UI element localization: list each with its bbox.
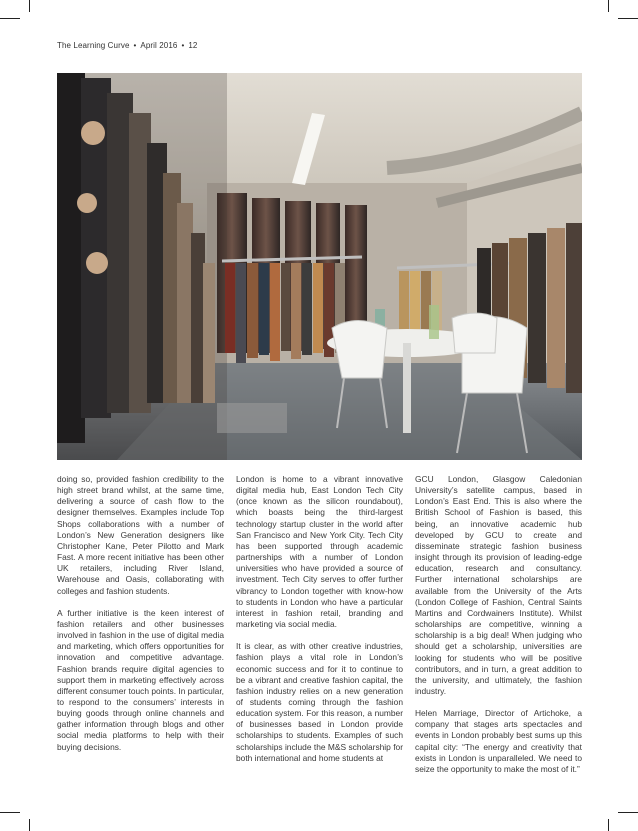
running-header <box>57 41 197 50</box>
paragraph: A further initiative is the keen interest of fashion retailers and other businesses involved in fashion in the use of digital media and marketing, which offers opportunities for innovation and competitive advantage. Fashion brands require digital agencies to support them in marketing effectively across different consumer touch points. In particular, to respond to the consumers’ interests in buying goods through online channels and gather information through blogs and other social media platforms to help with their buying decisions. <box>57 607 224 752</box>
header-separator: • <box>181 41 185 50</box>
crop-mark <box>29 819 30 831</box>
text-column-1 <box>57 474 224 764</box>
crop-mark <box>0 18 20 19</box>
text-column-3 <box>415 474 582 786</box>
paragraph: doing so, provided fashion credibility to the high street brand whilst, at the same time, delivering a source of cash flow to the designer themselves. Examples include Top Shops collaborations with a number of London’s New Generation designers like Christopher Kane, Peter Pilotto and Mark Fast. A more recent initiative has been other UK retailers, including River Island, Warehouse and Oasis, collaborating with colleges and fashion students. <box>57 474 224 596</box>
paragraph: GCU London, Glasgow Caledonian University’s satellite campus, based in London’s East End. This is also where the British School of Fashion is based, this being, an innovative academic hub developed by GCU to create and disseminate strategic fashion business insight through its provision of leading-edge education, research and consultancy. Further international scholarships are available from the University of the Arts (London College of Fashion, Central Saints Martins and Cordwainers Institute). Whilst scholarships are competitive, winning a scholarship is a big deal! When judging who should get a scholarship, universities are looking for students who will be positive contributors, and in turn, a great addition to the university, and ultimately, the fashion industry. <box>415 474 582 696</box>
crop-mark <box>608 819 609 831</box>
paragraph: It is clear, as with other creative industries, fashion plays a vital role in London’s economic success and for it to continue to be a vibrant and creative fashion capital, the fashion industry relies on a new generation of students coming through the fashion education system. For this reason, a number of businesses based in London provide scholarships to students. Examples of such scholarships include the M&S scholarship for both international and home students at <box>236 641 403 763</box>
feature-photo <box>57 73 582 460</box>
issue-date: April 2016 <box>140 41 178 50</box>
crop-mark <box>618 18 638 19</box>
crop-mark <box>608 0 609 12</box>
page-number: 12 <box>188 41 198 50</box>
crop-mark <box>0 812 20 813</box>
publication-name: The Learning Curve <box>57 41 130 50</box>
paragraph: London is home to a vibrant innovative digital media hub, East London Tech City (once known as the silicon roundabout), which boasts being the third-largest technology startup cluster in the world after San Francisco and New York City. Tech City has been supported through academic partnerships with a number of London universities who have provided a source of investment. Tech City serves to offer further vibrancy to London together with know-how to students in London who have a particular interest in fashion retail, branding and marketing via social media. <box>236 474 403 630</box>
text-column-2 <box>236 474 403 775</box>
crop-mark <box>618 812 638 813</box>
studio-illustration <box>57 73 582 460</box>
header-separator: • <box>133 41 137 50</box>
paragraph: Helen Marriage, Director of Artichoke, a company that stages arts spectacles and events in London probably best sums up this capital city: “The energy and creativity that exists in London is unparalleled. We need to seize the opportunity to make the most of it.” <box>415 708 582 774</box>
crop-mark <box>29 0 30 12</box>
